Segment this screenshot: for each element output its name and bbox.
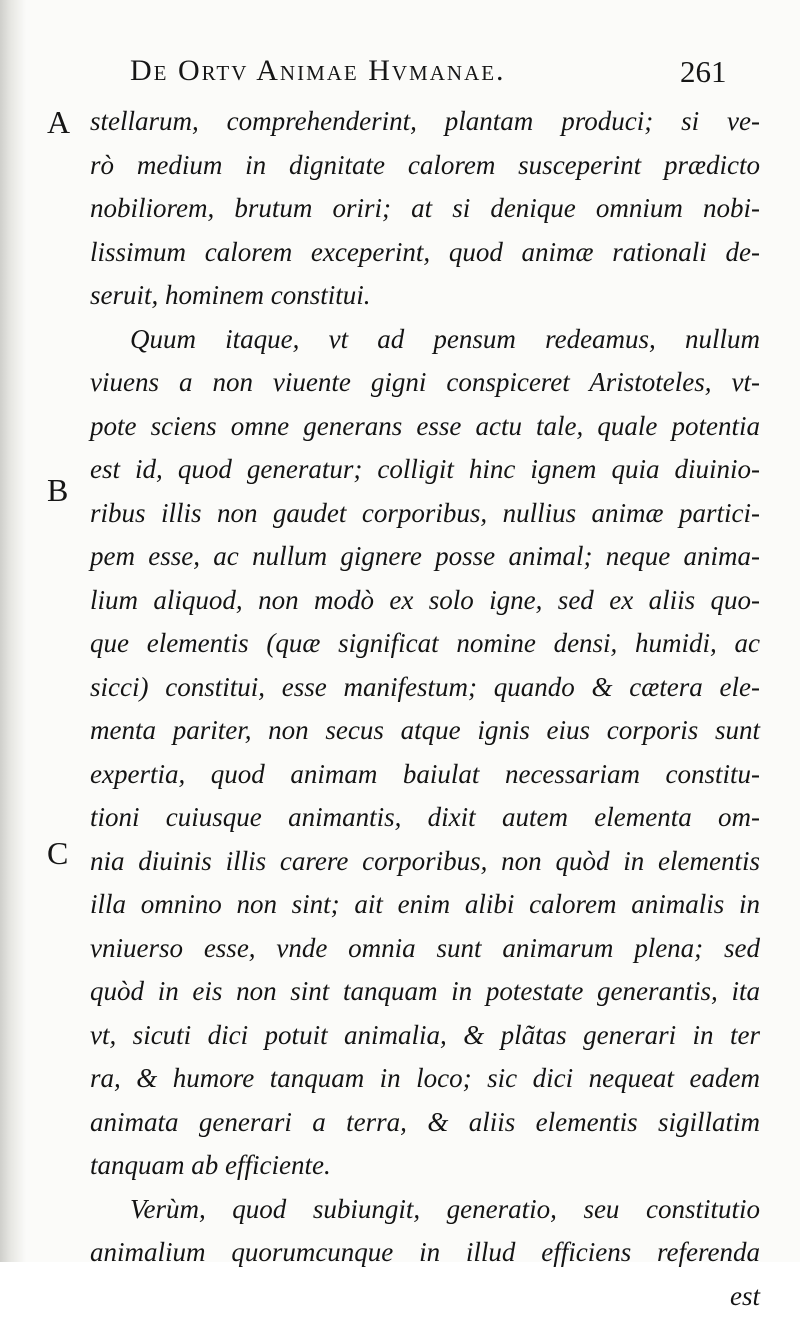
- body-text: [90, 100, 760, 1318]
- text-line: ra, & humore tanquam in loco; sic dici nequeat eadem: [90, 1057, 760, 1101]
- text-line: sicci) constitui, esse manifestum; quando & cætera ele-: [90, 666, 760, 710]
- text-line: vniuerso esse, vnde omnia sunt animarum plena; sed: [90, 927, 760, 971]
- margin-letter-a: A: [47, 104, 70, 141]
- text-line: ribus illis non gaudet corporibus, nullius animæ partici-: [90, 492, 760, 536]
- text-line: vt, sicuti dici potuit animalia, & plãtas generari in ter: [90, 1014, 760, 1058]
- gutter-shadow: [0, 0, 26, 1262]
- paragraph-start-line: Verùm, quod subiungit, generatio, seu constitutio: [90, 1188, 760, 1232]
- paragraph-start-line: Quum itaque, vt ad pensum redeamus, nullum: [90, 318, 760, 362]
- text-line: animata generari a terra, & aliis elementis sigillatim: [90, 1101, 760, 1145]
- text-line: nobiliorem, brutum oriri; at si denique omnium nobi-: [90, 187, 760, 231]
- text-line: rò medium in dignitate calorem susceperint prædicto: [90, 144, 760, 188]
- page-number: 261: [680, 54, 727, 90]
- text-line: est id, quod generatur; colligit hinc ignem quia diuinio-: [90, 448, 760, 492]
- text-line: illa omnino non sint; ait enim alibi calorem animalis in: [90, 883, 760, 927]
- running-title: De Ortv Animae Hvmanae.: [130, 54, 670, 88]
- text-line: pem esse, ac nullum gignere posse animal; neque anima-: [90, 535, 760, 579]
- text-line: pote sciens omne generans esse actu tale, quale potentia: [90, 405, 760, 449]
- text-line: tanquam ab efficiente.: [90, 1144, 760, 1188]
- text-line: quòd in eis non sint tanquam in potestate generantis, ita: [90, 970, 760, 1014]
- text-line: lissimum calorem exceperint, quod animæ rationali de-: [90, 231, 760, 275]
- margin-letter-c: C: [47, 835, 68, 872]
- catchword: est: [90, 1275, 760, 1318]
- text-line: tioni cuiusque animantis, dixit autem elementa om-: [90, 796, 760, 840]
- margin-letter-b: B: [47, 472, 68, 509]
- text-line: menta pariter, non secus atque ignis eius corporis sunt: [90, 709, 760, 753]
- text-line: animalium quorumcunque in illud efficiens referenda: [90, 1231, 760, 1275]
- text-line: nia diuinis illis carere corporibus, non quòd in elementis: [90, 840, 760, 884]
- text-line: expertia, quod animam baiulat necessariam constitu-: [90, 753, 760, 797]
- text-line: seruit, hominem constitui.: [90, 274, 760, 318]
- text-line: stellarum, comprehenderint, plantam produci; si ve-: [90, 100, 760, 144]
- text-line: que elementis (quæ significat nomine densi, humidi, ac: [90, 622, 760, 666]
- text-line: viuens a non viuente gigni conspiceret Aristoteles, vt-: [90, 361, 760, 405]
- text-line: lium aliquod, non modò ex solo igne, sed ex aliis quo-: [90, 579, 760, 623]
